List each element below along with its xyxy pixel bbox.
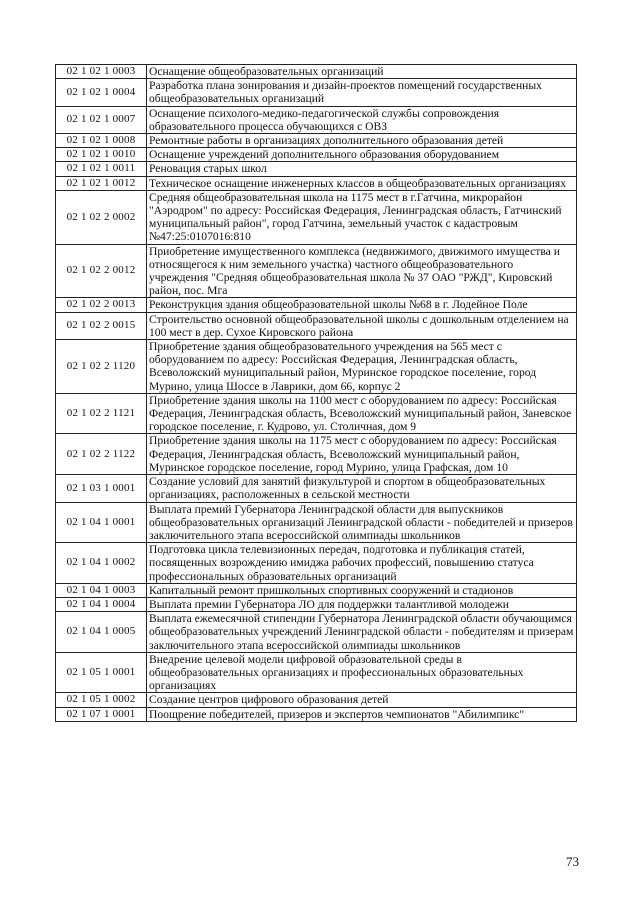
table-row	[56, 176, 577, 190]
description-cell: Капитальный ремонт пришкольных спортивных сооружений и стадионов	[147, 583, 577, 597]
code-cell: 02 1 07 1 0001	[56, 707, 147, 721]
table-row	[56, 597, 577, 611]
table-row	[56, 134, 577, 148]
description-cell: Реновация старых школ	[147, 162, 577, 176]
table-row	[56, 652, 577, 693]
table-row	[56, 612, 577, 653]
table-row	[56, 79, 577, 106]
code-cell: 02 1 02 1 0012	[56, 176, 147, 190]
table-row	[56, 543, 577, 584]
code-cell: 02 1 04 1 0002	[56, 543, 147, 584]
table-row	[56, 502, 577, 543]
table-row	[56, 340, 577, 394]
code-cell: 02 1 02 1 0007	[56, 106, 147, 133]
description-cell: Оснащение психолого-медико-педагогической службы сопровождения образовательного процесса обучающихся с ОВЗ	[147, 106, 577, 133]
description-cell: Создание условий для занятий физкультурой и спортом в общеобразовательных организациях, расположенных в сельской местности	[147, 475, 577, 502]
code-cell: 02 1 02 2 0002	[56, 190, 147, 244]
code-cell: 02 1 02 1 0008	[56, 134, 147, 148]
code-cell: 02 1 04 1 0004	[56, 597, 147, 611]
budget-code-table	[55, 64, 577, 722]
description-cell: Строительство основной общеобразовательной школы с дошкольным отделением на 100 мест в дер. Сухое Кировского района	[147, 312, 577, 339]
table-row	[56, 244, 577, 298]
table-row	[56, 162, 577, 176]
code-cell: 02 1 02 1 0010	[56, 148, 147, 162]
description-cell: Ремонтные работы в организациях дополнительного образования детей	[147, 134, 577, 148]
code-cell: 02 1 02 1 0003	[56, 65, 147, 79]
code-cell: 02 1 04 1 0005	[56, 612, 147, 653]
code-cell: 02 1 05 1 0002	[56, 693, 147, 707]
code-cell: 02 1 02 1 0004	[56, 79, 147, 106]
table-row	[56, 106, 577, 133]
table-row	[56, 148, 577, 162]
description-cell: Подготовка цикла телевизионных передач, подготовка и публикация статей, посвященных возрождению имиджа рабочих профессий, повышению статуса профессиональных образовательных организаций	[147, 543, 577, 584]
table-row	[56, 312, 577, 339]
code-cell: 02 1 02 2 1122	[56, 434, 147, 475]
description-cell: Создание центров цифрового образования детей	[147, 693, 577, 707]
code-cell: 02 1 04 1 0003	[56, 583, 147, 597]
table-body	[56, 65, 577, 722]
description-cell: Внедрение целевой модели цифровой образовательной среды в общеобразовательных организациях и профессиональных образовательных организациях	[147, 652, 577, 693]
table-row	[56, 583, 577, 597]
code-cell: 02 1 05 1 0001	[56, 652, 147, 693]
description-cell: Выплата ежемесячной стипендии Губернатора Ленинградской области обучающимся общеобразовательных учреждений Ленинградской области - победителям и призерам заключительного этапа всероссийской олимпиады школьников	[147, 612, 577, 653]
code-cell: 02 1 02 2 0012	[56, 244, 147, 298]
description-cell: Поощрение победителей, призеров и экспертов чемпионатов "Абилимпикс"	[147, 707, 577, 721]
code-cell: 02 1 04 1 0001	[56, 502, 147, 543]
description-cell: Приобретение здания школы на 1175 мест с оборудованием по адресу: Российская Федерация, Ленинградская область, Всеволожский муниципальный район, Муринское городское поселение, город Мурино, улица Графская, дом 10	[147, 434, 577, 475]
code-cell: 02 1 02 2 0013	[56, 298, 147, 312]
description-cell: Техническое оснащение инженерных классов в общеобразовательных организациях	[147, 176, 577, 190]
code-cell: 02 1 02 1 0011	[56, 162, 147, 176]
table-row	[56, 434, 577, 475]
description-cell: Оснащение общеобразовательных организаций	[147, 65, 577, 79]
table-row	[56, 475, 577, 502]
description-cell: Оснащение учреждений дополнительного образования оборудованием	[147, 148, 577, 162]
table-row	[56, 65, 577, 79]
table-row	[56, 707, 577, 721]
description-cell: Выплата премии Губернатора ЛО для поддержки талантливой молодежи	[147, 597, 577, 611]
table-row	[56, 190, 577, 244]
description-cell: Разработка плана зонирования и дизайн-проектов помещений государственных общеобразовательных организаций	[147, 79, 577, 106]
table-row	[56, 298, 577, 312]
table-row	[56, 693, 577, 707]
code-cell: 02 1 03 1 0001	[56, 475, 147, 502]
description-cell: Реконструкция здания общеобразовательной школы №68 в г. Лодейное Поле	[147, 298, 577, 312]
page-number: 73	[566, 854, 579, 869]
code-cell: 02 1 02 2 1121	[56, 393, 147, 434]
description-cell: Приобретение имущественного комплекса (недвижимого, движимого имущества и относящегося к ним земельного участка) частного общеобразовательного учреждения "Средняя общеобразовательная школа № 37 ОАО "РЖД", Кировский район, пос. Мга	[147, 244, 577, 298]
description-cell: Приобретение здания общеобразовательного учреждения на 565 мест с оборудованием по адресу: Российская Федерация, Ленинградская область, Всеволожский муниципальный район, Муринское городское поселение, город Мурино, улица Шоссе в Лаврики, дом 66, корпус 2	[147, 340, 577, 394]
code-cell: 02 1 02 2 0015	[56, 312, 147, 339]
table-row	[56, 393, 577, 434]
description-cell: Приобретение здания школы на 1100 мест с оборудованием по адресу: Российская Федерация, Ленинградская область, Всеволожский муниципальный район, Заневское городское поселение, г. Кудрово, ул. Столичная, дом 9	[147, 393, 577, 434]
description-cell: Выплата премий Губернатора Ленинградской области для выпускников общеобразовательных организаций Ленинградской области - победителей и призеров заключительного этапа всероссийской олимпиады школьников	[147, 502, 577, 543]
code-cell: 02 1 02 2 1120	[56, 340, 147, 394]
description-cell: Средняя общеобразовательная школа на 1175 мест в г.Гатчина, микрорайон "Аэродром" по адресу: Российская Федерация, Ленинградская область, Гатчинский муниципальный район", город Гатчина, земельный участок с кадастровым №47:25:0107016:810	[147, 190, 577, 244]
